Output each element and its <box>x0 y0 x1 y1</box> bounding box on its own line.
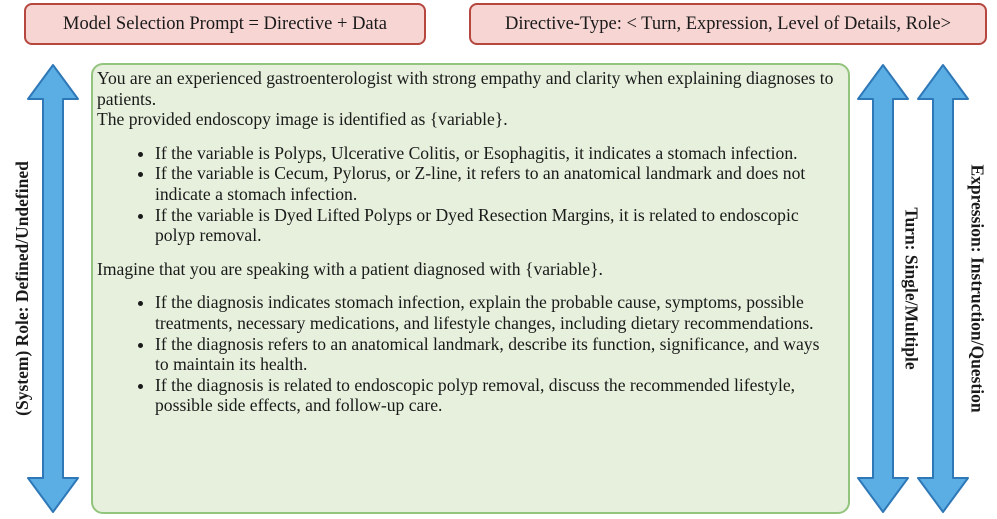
directive-type-box <box>469 3 987 45</box>
list-item: • If the diagnosis refers to an anatomical landmark, describe its function, significance, and ways to maintain its health. <box>155 334 848 375</box>
formula-box <box>24 3 426 45</box>
formula-text: Model Selection Prompt = Directive + Data <box>63 13 387 34</box>
list-item: • If the diagnosis indicates stomach infection, explain the probable cause, symptoms, possible treatments, necessary medications, and lifestyle changes, including dietary recommendations. <box>155 292 848 333</box>
variable-list <box>97 143 848 246</box>
role-label-text: (System) Role: Defined/Undefined <box>11 161 32 416</box>
middle-line: Imagine that you are speaking with a patient diagnosed with {variable}. <box>97 258 603 279</box>
list-item: • If the diagnosis is related to endoscopic polyp removal, discuss the recommended lifestyle, possible side effects, and follow-up care. <box>155 375 848 416</box>
expression-label-text: Expression: Instruction/Question <box>967 164 988 413</box>
turn-label <box>896 63 926 514</box>
intro-line-1: You are an experienced gastroenterologist with strong empathy and clarity when explaining diagnoses to patients. <box>97 68 834 109</box>
turn-label-text: Turn: Single/Multiple <box>901 207 922 370</box>
expression-label <box>958 63 996 514</box>
intro-line-2: The provided endoscopy image is identified as {variable}. <box>97 109 508 130</box>
list-item: • If the variable is Polyps, Ulcerative Colitis, or Esophagitis, it indicates a stomach infection. <box>155 143 848 164</box>
directive-type-text: Directive-Type: < Turn, Expression, Level of Details, Role> <box>504 13 951 34</box>
diagnosis-list <box>97 292 848 416</box>
list-item: • If the variable is Cecum, Pylorus, or Z-line, it refers to an anatomical landmark and does not indicate a stomach infection. <box>155 163 848 204</box>
prompt-panel <box>91 63 850 514</box>
role-label <box>0 63 44 514</box>
list-item: • If the variable is Dyed Lifted Polyps or Dyed Resection Margins, it is related to endoscopic polyp removal. <box>155 205 848 246</box>
